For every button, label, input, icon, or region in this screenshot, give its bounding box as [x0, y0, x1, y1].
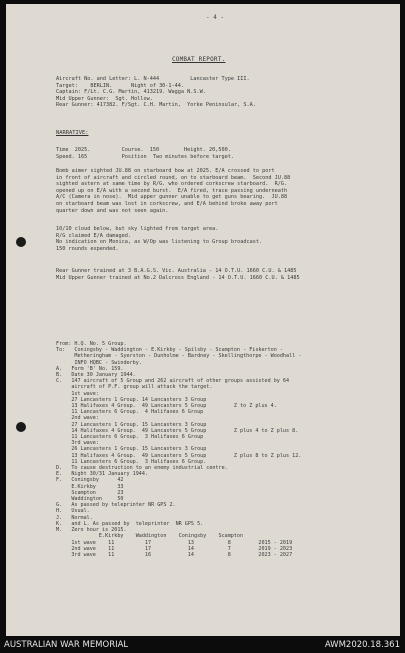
narrative-header: Time 2025. Course. 150 Height. 20,500. Speed. 165 Position Two minutes before target.: [56, 147, 235, 160]
operation-order: From: H.Q. No. 5 Group. To: Coningsby - Waddington - E.Kirkby - Spilsby - Scampton - Fiskerton - Metheringham - Syerston - Dunholme - Bardney - Skellingthorpe - Woodhall - INFO HQBC - Swinderby. A. Form 'B' No. 159. B. Date 30 January 1944. C. 147 aircraft of 5 Group and 262 aircraft of other groups assisted by 64 aircraft of P.F. group will attack the target. 1st wave: 27 Lancasters 1 Group. 14 Lancasters 3 Group 13 Halifaxes 4 Group. 49 Lancasters 5 Group Z to Z plus 4. 11 Lancasters 6 Group. 4 Halifaxes 6 Group 2nd wave: 27 Lancasters 1 Group. 15 Lancasters 3 Group 14 Halifaxes 4 Group. 49 Lancasters 5 Group Z plus 4 to Z plus 8. 11 Lancasters 6 Group. 3 Halifaxes 6 Group 3rd wave: 26 Lancasters 1 Group. 15 Lancasters 3 Group 13 Halifaxes 4 Group. 49 Lancasters 5 Group Z plus 8 to Z plus 12. 11 Lancasters 6 Group. 3 Halifaxes 6 Group. D. To cause destruction to an enemy industrial centre. E. Night 30/31 January 1944. F. Coningsby 42 E.Kirkby 33 Scampton 23 Waddington 50 G. As passed by teleprinter NR GPS 2. H. Usual. J. Normal. K. and L. As passed by teleprinter NR GPS 5. M. Zero hour is 2015. E.Kirkby Waddington Coningsby Scampton 1st wave 11 17 13 8 2015 - 2019 2nd wave 11 17 14 7 2019 - 2023 3rd wave 11 16 14 8 2023 - 2027: [56, 341, 302, 558]
footer-accession: AWM2020.18.361: [324, 640, 400, 650]
gunner-training: Rear Gunner trained at 3 B.A.G.S. Vic. Australia - 14 O.T.U. 1660 C.U. & 1485 Mid Upper Gunner trained at No.2 Dalcross England - 14 O.T.U. 1660 C.U. & 1485: [56, 268, 300, 281]
punch-hole: [16, 237, 26, 247]
narrative-label: NARRATIVE:: [56, 130, 89, 136]
narrative-after: 10/10 cloud below, but sky lighted from target area. R/G claimed E/A damaged. No indication on Monica, as W/Op was listening to Group broadcast. 150 rounds expended.: [56, 226, 263, 252]
page-number: - 4 -: [206, 14, 225, 21]
report-heading: COMBAT REPORT.: [172, 56, 226, 63]
footer-source: AUSTRALIAN WAR MEMORIAL: [4, 640, 129, 650]
narrative-body: Bomb aimer sighted JU.88 on starboard bow at 2025. E/A crossed to port in front of aircraft and circled round, on to starboard beam. Second JU.88 sighted astern at same time by R/G. who ordered corkscrew starboard. R/G. opened up on E/A with a second burst. E/A fired, trace passing underneath A/C (Camera in nose). Mid upper gunner unable to get guns bearing. JU.88 on starboard beam was lost in corkscrew, and E/A behind broke away port quarter down and was not seen again.: [56, 168, 291, 214]
document-page: [6, 4, 400, 636]
punch-hole: [16, 422, 26, 432]
footer-bar: [0, 636, 405, 653]
aircraft-info: Aircraft No. and Letter: L. N-444 Lancaster Type III. Target: BERLIN. Night of 30-1-44. Captain: F/Lt. C.G. Martin, 413219. Wagga N.S.W. Mid Upper Gunner: Sgt. Hollow. Rear Gunner: 417382. F/Sgt. C.H. Martin, Yorke Peninsular, S.A.: [56, 76, 256, 109]
